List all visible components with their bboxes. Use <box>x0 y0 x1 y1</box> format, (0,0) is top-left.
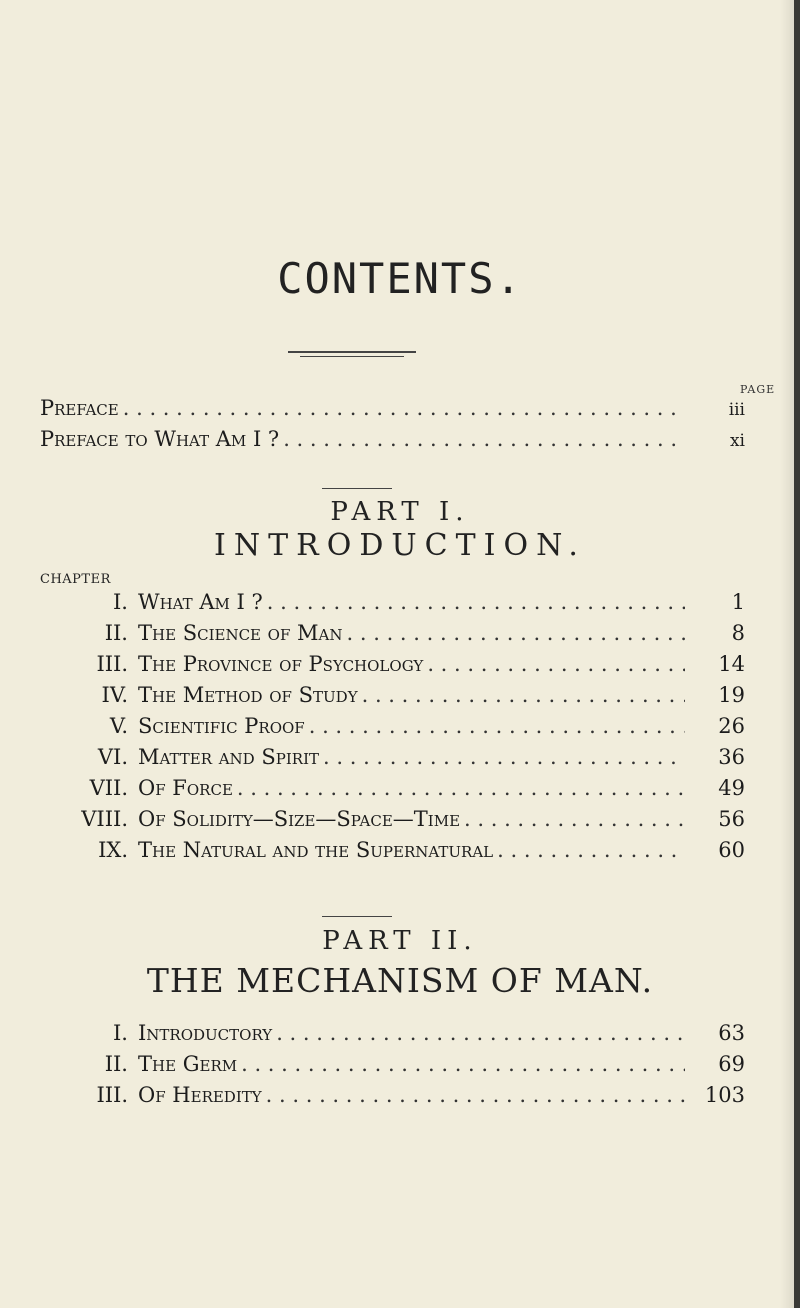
chapter-numeral: II. <box>104 621 128 645</box>
entry-title: The Method of Study <box>138 683 358 707</box>
entry-title: The Germ <box>138 1052 238 1076</box>
part2-heading: PART II. <box>322 926 478 956</box>
page-edge <box>794 0 800 1308</box>
entry-page: 69 <box>718 1052 745 1076</box>
chapter-column-label: CHAPTER <box>40 572 111 587</box>
chapter-numeral: IV. <box>101 683 128 707</box>
part2-subtitle: THE MECHANISM OF MAN. <box>146 961 654 1000</box>
entry-title: Matter and Spirit <box>138 745 320 769</box>
dot-leader <box>358 683 685 707</box>
part1-heading: PART I. <box>330 497 470 527</box>
entry-page: 1 <box>731 590 745 614</box>
title-rule-thin <box>300 356 404 357</box>
entry-page: 60 <box>718 838 745 862</box>
section-rule <box>322 916 392 917</box>
dot-leader <box>319 745 685 769</box>
toc-entry-part2-chapter-1[interactable] <box>40 1021 745 1051</box>
dot-leader <box>272 1021 685 1045</box>
entry-title: The Natural and the Supernatural <box>138 838 494 862</box>
chapter-numeral: III. <box>96 652 128 676</box>
entry-title: Of Force <box>138 776 233 800</box>
entry-page: 26 <box>718 714 745 738</box>
entry-page: 19 <box>718 683 745 707</box>
dot-leader <box>262 1083 685 1107</box>
chapter-numeral: V. <box>109 714 128 738</box>
dot-leader <box>237 1052 685 1076</box>
toc-entry-preface[interactable] <box>40 396 745 426</box>
entry-page: xi <box>729 431 745 451</box>
dot-leader <box>305 714 685 738</box>
entry-title: What Am I ? <box>138 590 263 614</box>
entry-title: The Province of Psychology <box>138 652 424 676</box>
part1-subtitle: INTRODUCTION. <box>214 528 586 563</box>
chapter-numeral: II. <box>104 1052 128 1076</box>
dot-leader <box>423 652 685 676</box>
toc-entry-chapter-3[interactable] <box>40 652 745 682</box>
dot-leader <box>233 776 685 800</box>
chapter-numeral: VIII. <box>81 807 128 831</box>
entry-title: Of Solidity—Size—Space—Time <box>138 807 461 831</box>
toc-entry-chapter-1[interactable] <box>40 590 745 620</box>
entry-title: Scientific Proof <box>138 714 305 738</box>
chapter-numeral: I. <box>113 1021 128 1045</box>
toc-entry-chapter-8[interactable] <box>40 807 745 837</box>
page-column-label: PAGE <box>740 383 776 396</box>
chapter-numeral: VII. <box>89 776 128 800</box>
title-rule <box>288 351 416 353</box>
section-rule <box>322 488 392 489</box>
toc-entry-chapter-7[interactable] <box>40 776 745 806</box>
toc-entry-preface-what-am-i[interactable] <box>40 427 745 457</box>
chapter-numeral: VI. <box>97 745 128 769</box>
chapter-numeral: I. <box>113 590 128 614</box>
toc-entry-part2-chapter-2[interactable] <box>40 1052 745 1082</box>
toc-entry-part2-chapter-3[interactable] <box>40 1083 745 1113</box>
entry-title: Preface <box>40 396 119 420</box>
page-title: CONTENTS. <box>277 254 523 303</box>
dot-leader <box>343 621 685 645</box>
chapter-numeral: IX. <box>98 838 128 862</box>
entry-title: The Science of Man <box>138 621 343 645</box>
entry-page: 36 <box>718 745 745 769</box>
dot-leader <box>263 590 685 614</box>
toc-entry-chapter-4[interactable] <box>40 683 745 713</box>
dot-leader <box>460 807 685 831</box>
dot-leader <box>493 838 685 862</box>
entry-page: 56 <box>718 807 745 831</box>
entry-page: 103 <box>704 1083 745 1107</box>
dot-leader <box>119 396 685 420</box>
toc-entry-chapter-5[interactable] <box>40 714 745 744</box>
page-shadow <box>780 0 794 1308</box>
entry-title: Introductory <box>138 1021 273 1045</box>
entry-page: 49 <box>718 776 745 800</box>
toc-entry-chapter-2[interactable] <box>40 621 745 651</box>
entry-page: iii <box>728 400 745 420</box>
toc-entry-chapter-6[interactable] <box>40 745 745 775</box>
entry-title: Of Heredity <box>138 1083 262 1107</box>
entry-title: Preface to What Am I ? <box>40 427 280 451</box>
chapter-numeral: III. <box>96 1083 128 1107</box>
entry-page: 8 <box>731 621 745 645</box>
toc-entry-chapter-9[interactable] <box>40 838 745 868</box>
entry-page: 63 <box>718 1021 745 1045</box>
entry-page: 14 <box>718 652 745 676</box>
dot-leader <box>279 427 685 451</box>
